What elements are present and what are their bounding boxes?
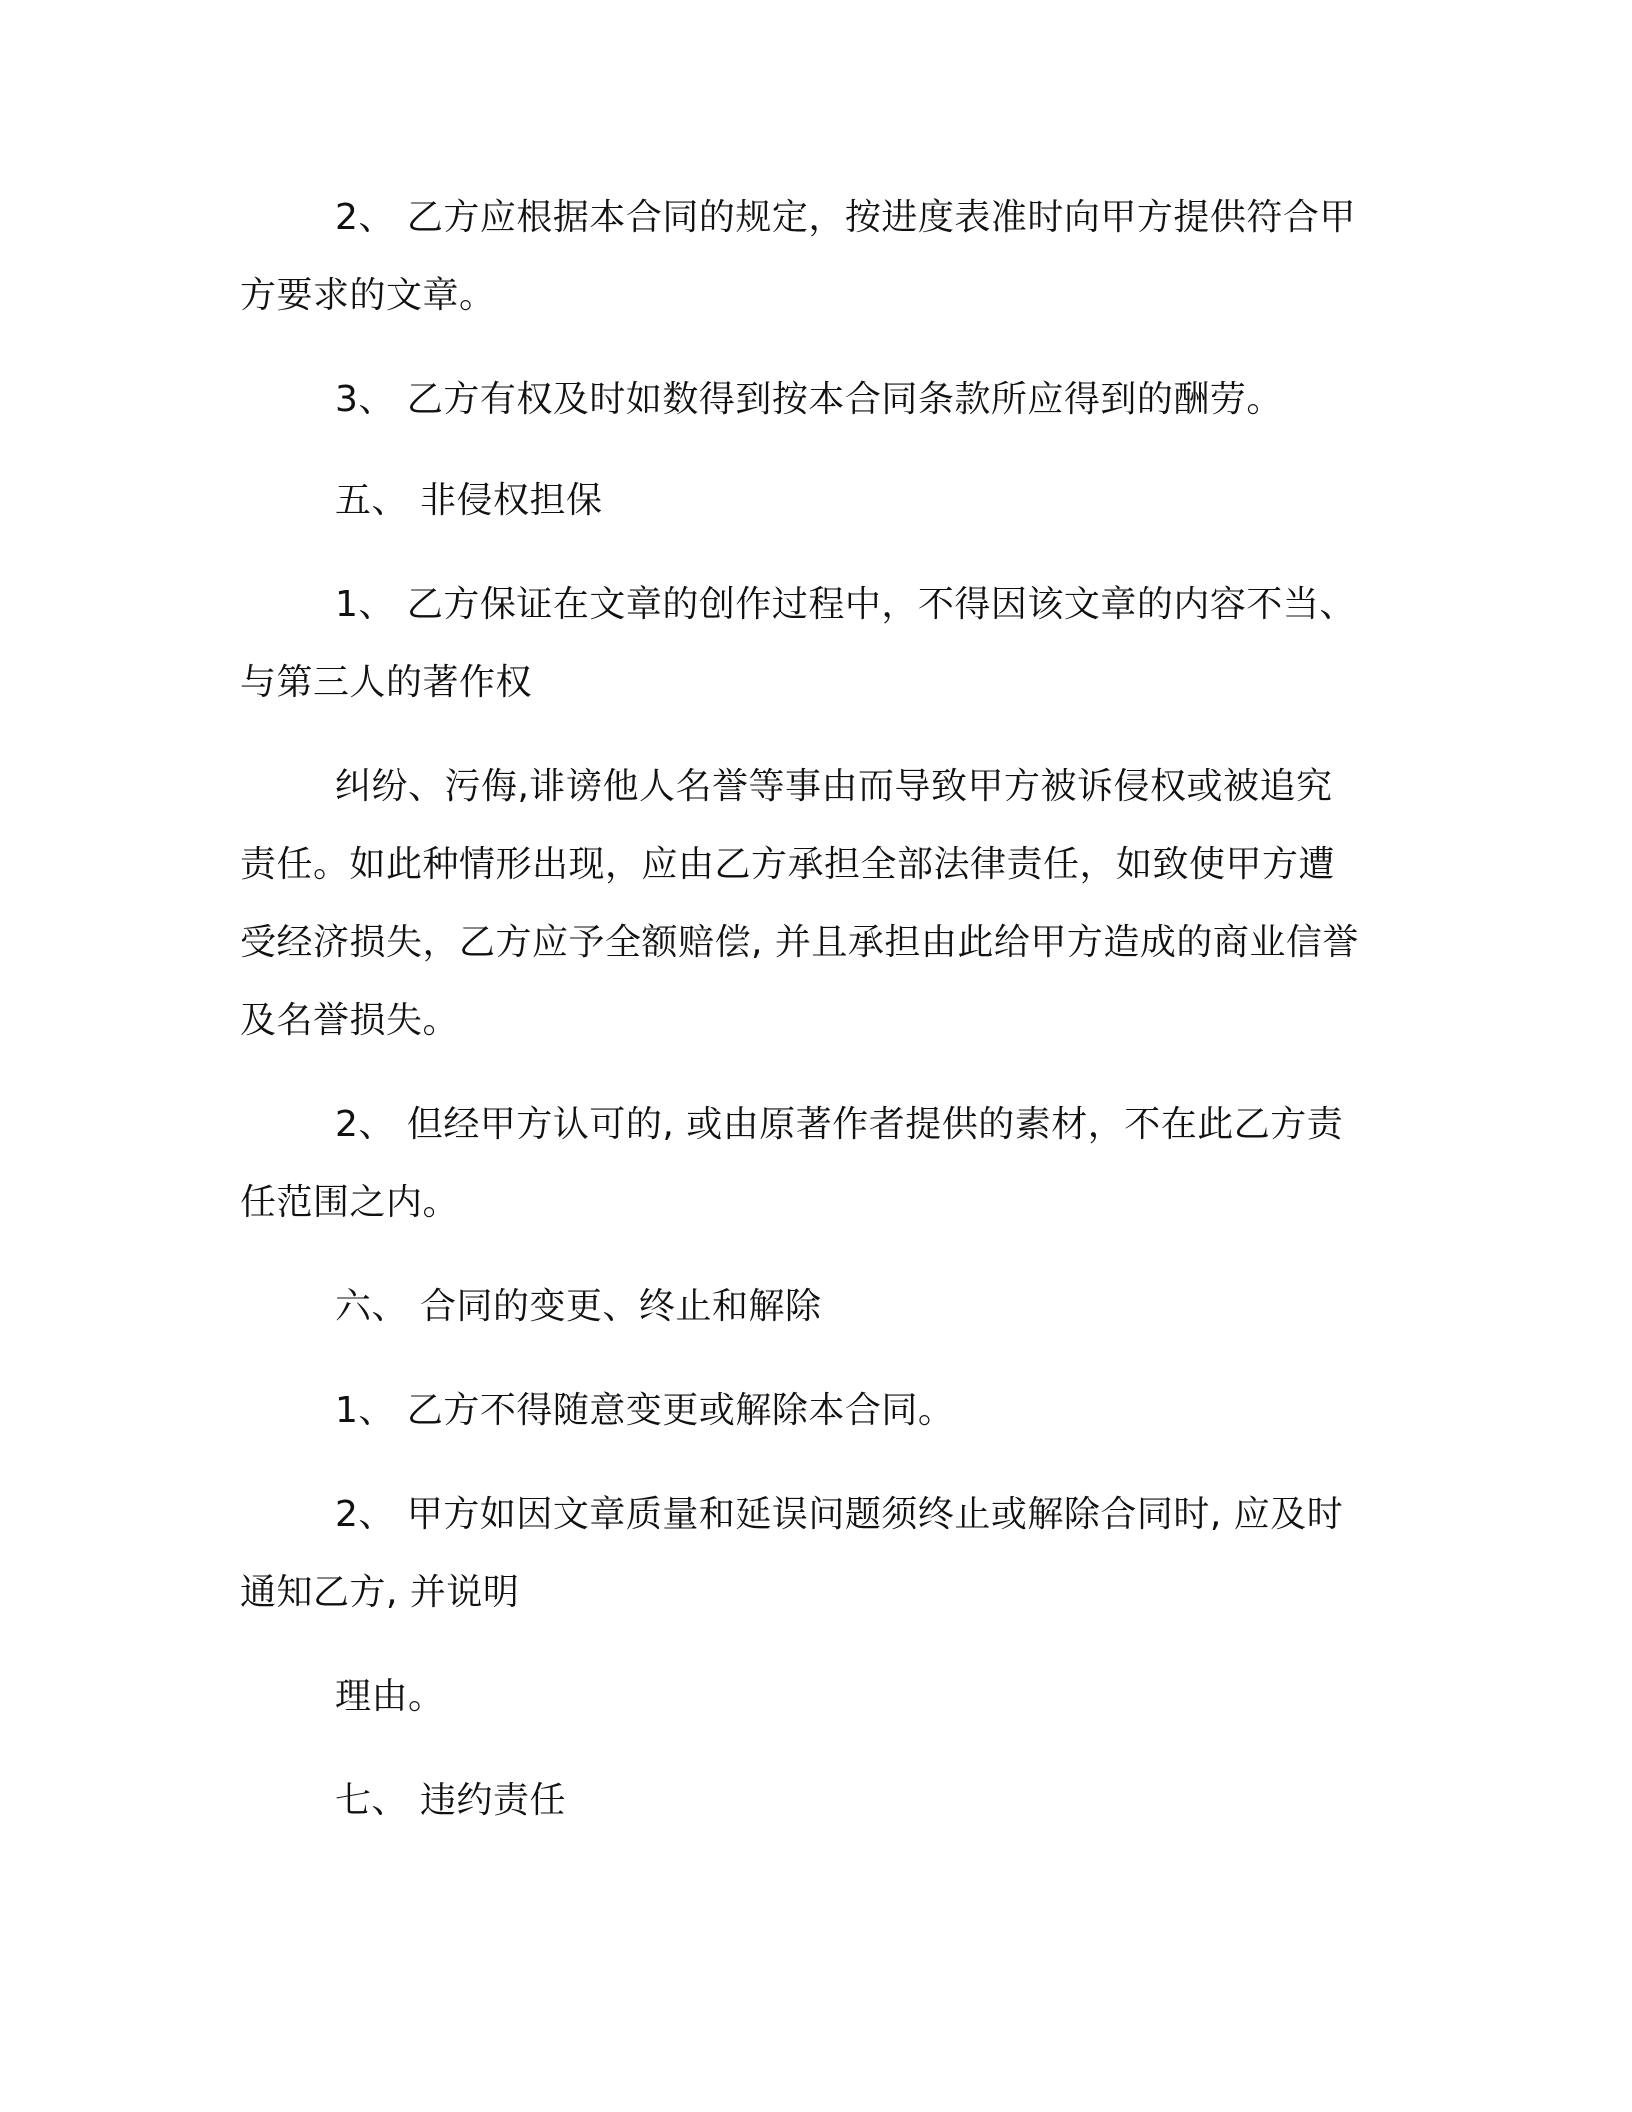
text-line: 2、 甲方如因文章质量和延误问题须终止或解除合同时, 应及时 [335,1494,1344,1535]
section-heading: 七、 违约责任 [335,1780,566,1821]
text-line: 与第三人的著作权 [240,662,533,703]
text-line: 理由。 [335,1676,445,1717]
text-line: 通知乙方, 并说明 [240,1572,520,1613]
section-heading: 五、 非侵权担保 [335,480,603,521]
text-line: 纠纷、污侮,诽谤他人名誉等事由而导致甲方被诉侵权或被追究 [335,766,1333,807]
section-heading: 六、 合同的变更、终止和解除 [335,1286,822,1327]
text-line: 及名誉损失。 [240,1000,460,1041]
text-line: 2、 乙方应根据本合同的规定，按进度表准时向甲方提供符合甲 [335,197,1356,238]
text-line: 3、 乙方有权及时如数得到按本合同条款所应得到的酬劳。 [335,379,1283,420]
text-line: 受经济损失，乙方应予全额赔偿, 并且承担由此给甲方造成的商业信誉 [240,922,1359,963]
text-line: 1、 乙方保证在文章的创作过程中，不得因该文章的内容不当、 [335,584,1356,625]
text-line: 2、 但经甲方认可的, 或由原著作者提供的素材，不在此乙方责 [335,1104,1344,1145]
text-line: 1、 乙方不得随意变更或解除本合同。 [335,1390,955,1431]
text-line: 方要求的文章。 [240,275,496,316]
text-line: 责任。如此种情形出现，应由乙方承担全部法律责任，如致使甲方遭 [240,844,1336,885]
text-line: 任范围之内。 [240,1182,460,1223]
